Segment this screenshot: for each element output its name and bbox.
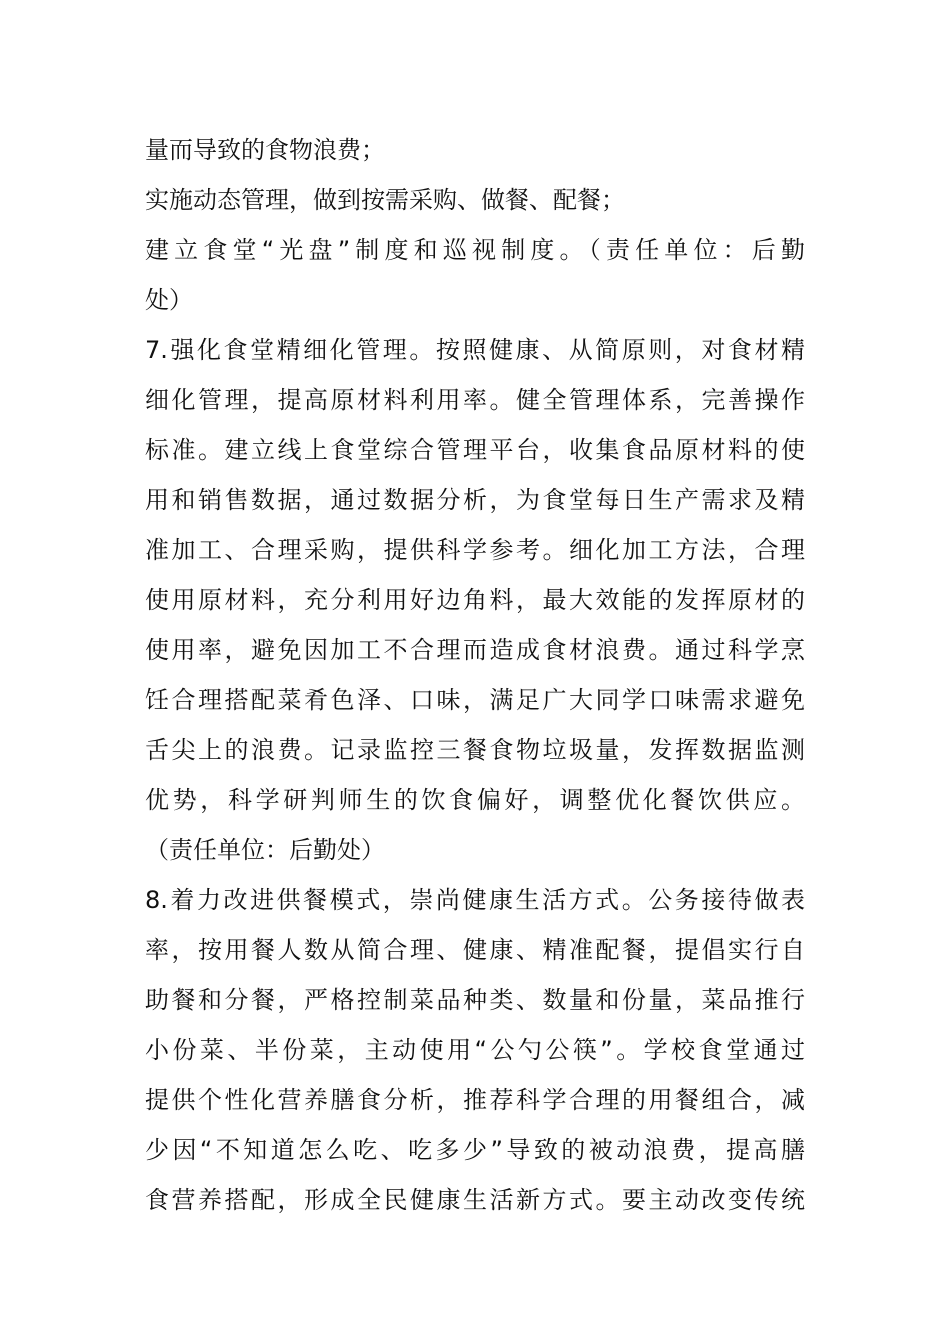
- text-line: 助餐和分餐，严格控制菜品种类、数量和份量，菜品推行: [145, 986, 805, 1014]
- text-line: 食营养搭配，形成全民健康生活新方式。要主动改变传统: [145, 1186, 805, 1214]
- text-line: 少因“不知道怎么吃、吃多少”导致的被动浪费，提高膳: [145, 1136, 805, 1164]
- text-line: 率，按用餐人数从简合理、健康、精准配餐，提倡实行自: [145, 936, 805, 964]
- text-line: 小份菜、半份菜，主动使用“公勺公筷”。学校食堂通过: [145, 1036, 805, 1064]
- text-line: 舌尖上的浪费。记录监控三餐食物垃圾量，发挥数据监测: [145, 736, 805, 764]
- text-line: 标准。建立线上食堂综合管理平台，收集食品原材料的使: [145, 436, 805, 464]
- text-line: 7.强化食堂精细化管理。按照健康、从简原则，对食材精: [145, 336, 805, 364]
- text-line: 使用原材料，充分利用好边角料，最大效能的发挥原材的: [145, 586, 805, 614]
- text-line: 使用率，避免因加工不合理而造成食材浪费。通过科学烹: [145, 636, 805, 664]
- text-line: 实施动态管理，做到按需采购、做餐、配餐；: [145, 186, 625, 214]
- text-line: 用和销售数据，通过数据分析，为食堂每日生产需求及精: [145, 486, 805, 514]
- text-line: 8.着力改进供餐模式，崇尚健康生活方式。公务接待做表: [145, 886, 805, 914]
- text-line: 量而导致的食物浪费；: [145, 136, 385, 164]
- text-line: 饪合理搭配菜肴色泽、口味，满足广大同学口味需求避免: [145, 686, 805, 714]
- text-line: 提供个性化营养膳食分析，推荐科学合理的用餐组合，减: [145, 1086, 805, 1114]
- text-line: 细化管理，提高原材料利用率。健全管理体系，完善操作: [145, 386, 805, 414]
- text-line: 处）: [145, 286, 193, 314]
- text-line: （责任单位：后勤处）: [145, 836, 385, 864]
- text-line: 准加工、合理采购，提供科学参考。细化加工方法，合理: [145, 536, 805, 564]
- text-line: 建立食堂“光盘”制度和巡视制度。（责任单位：后勤: [145, 236, 805, 264]
- text-line: 优势，科学研判师生的饮食偏好，调整优化餐饮供应。: [145, 786, 805, 814]
